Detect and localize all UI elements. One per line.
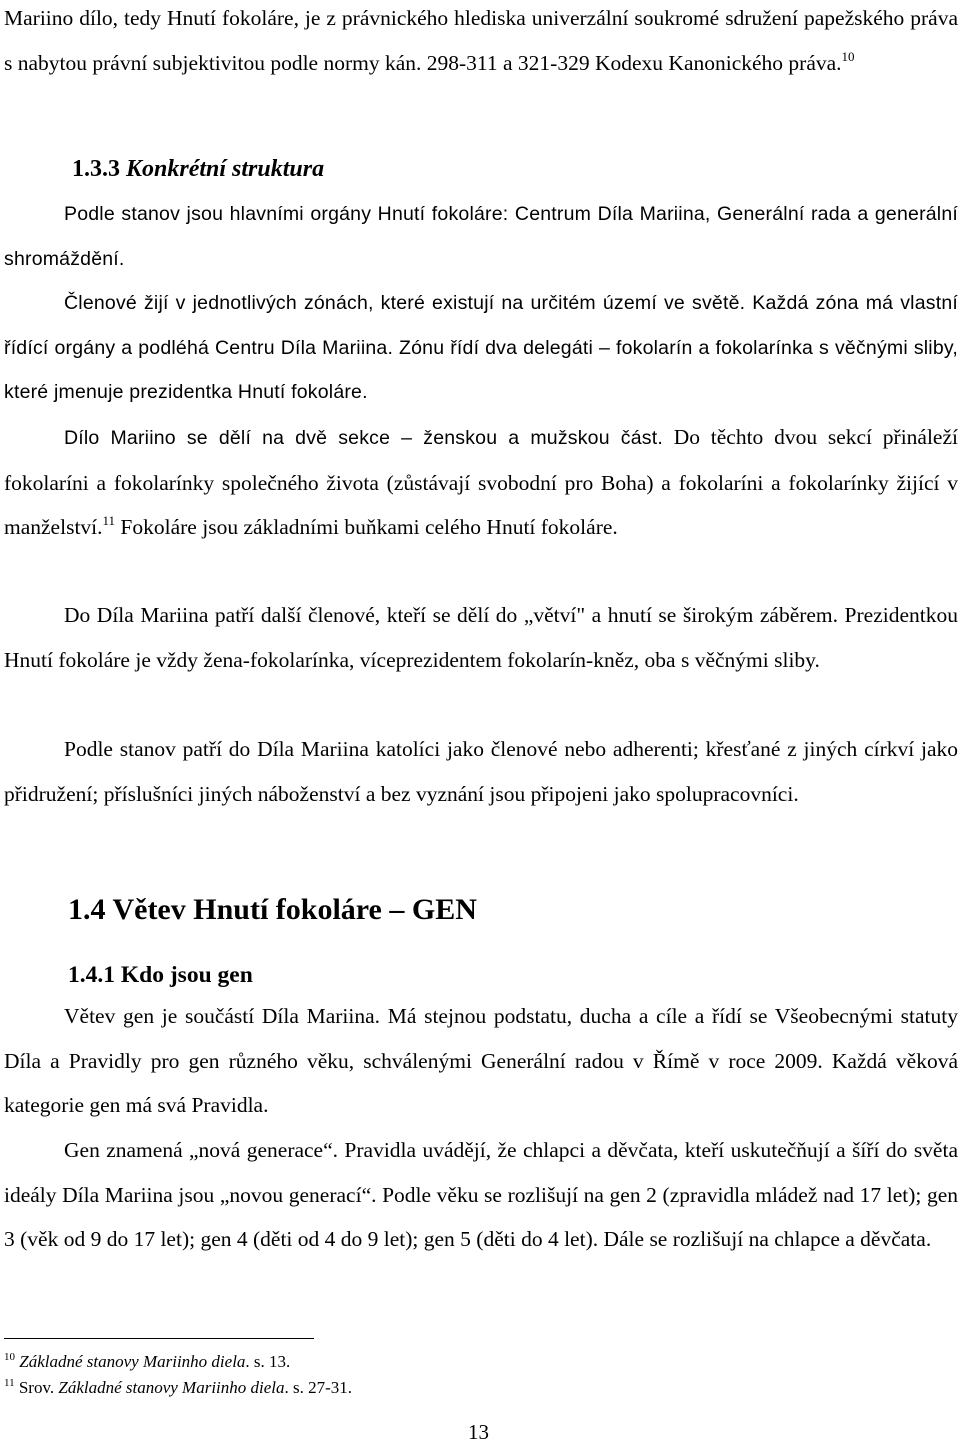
page-number: 13	[468, 1420, 489, 1444]
footnote-10: $^{10}$ Základné stanovy Mariinho diela. s. 13.	[4, 1351, 291, 1371]
intro-paragraph: Mariino dílo, tedy Hnutí fokoláre, je z právnického hlediska univerzální soukromé sdružení papežského práva s nabytou právní subjektivitou podle normy kán. 298-311 a 321-329 Kodexu Kanonického práva.$^{10}$	[4, 6, 958, 75]
paragraph-sections: Dílo Mariino se dělí na dvě sekce – ženskou a mužskou část. Do těchto dvou sekcí přináleží fokolaríni a fokolarínky společného života (zůstávají svobodní pro Boha) a fokolaríni a fokolarínky žijící v manželství.$^{11}$ Fokoláre jsou základními buňkami celého Hnutí fokoláre.	[4, 425, 958, 539]
section-number: 1.3.3	[72, 156, 120, 182]
paragraph-organs: Podle stanov jsou hlavními orgány Hnutí fokoláre: Centrum Díla Mariina, Generální rada a generální shromáždění.	[4, 203, 958, 270]
paragraph-gen-branch: Větev gen je součástí Díla Mariina. Má stejnou podstatu, ducha a cíle a řídí se Všeobecnými statuty Díla a Pravidly pro gen různého věku, schválenými Generální radou v Římě v roce 2009. Každá věková kategorie gen má svá Pravidla.	[4, 1004, 958, 1117]
footnote-separator	[4, 1338, 314, 1339]
section-heading-1-4-1: 1.4.1 Kdo jsou gen	[68, 962, 253, 988]
footnote-11: $^{11}$ Srov. Základné stanovy Mariinho diela. s. 27-31.	[4, 1377, 353, 1397]
paragraph-branches: Do Díla Mariina patří další členové, kteří se dělí do „větví" a hnutí se širokým záběrem. Prezidentkou Hnutí fokoláre je vždy žena-fokolarínka, víceprezidentem fokolarín-kněz, oba s věčnými sliby.	[4, 603, 958, 672]
paragraph-zones: Členové žijí v jednotlivých zónách, které existují na určitém území ve světě. Každá zóna má vlastní řídící orgány a podléhá Centru Díla Mariina. Zónu řídí dva delegáti – fokolarín a fokolarínka s věčnými sliby, které jmenuje prezidentka Hnutí fokoláre.	[4, 292, 958, 403]
paragraph-gen-meaning: Gen znamená „nová generace“. Pravidla uvádějí, že chlapci a děvčata, kteří uskutečňují a šíří do světa ideály Díla Mariina jsou „novou generací“. Podle věku se rozlišují na gen 2 (zpravidla mládež nad 17 let); gen 3 (věk od 9 do 17 let); gen 4 (děti od 4 do 9 let); gen 5 (děti do 4 let). Dále se rozlišují na chlapce a děvčata.	[4, 1138, 958, 1251]
section-heading-1-3-3	[72, 156, 324, 183]
section-title: Konkrétní struktura	[126, 156, 325, 182]
footnote-ref-11[interactable]: 11	[102, 513, 116, 528]
section-heading-1-4: 1.4 Větev Hnutí fokoláre – GEN	[68, 893, 477, 926]
footnote-ref-10[interactable]: 10	[841, 48, 855, 64]
paragraph-membership: Podle stanov patří do Díla Mariina katolíci jako členové nebo adherenti; křesťané z jiných církví jako přidružení; příslušníci jiných náboženství a bez vyznání jsou připojeni jako spolupracovníci.	[4, 737, 958, 806]
